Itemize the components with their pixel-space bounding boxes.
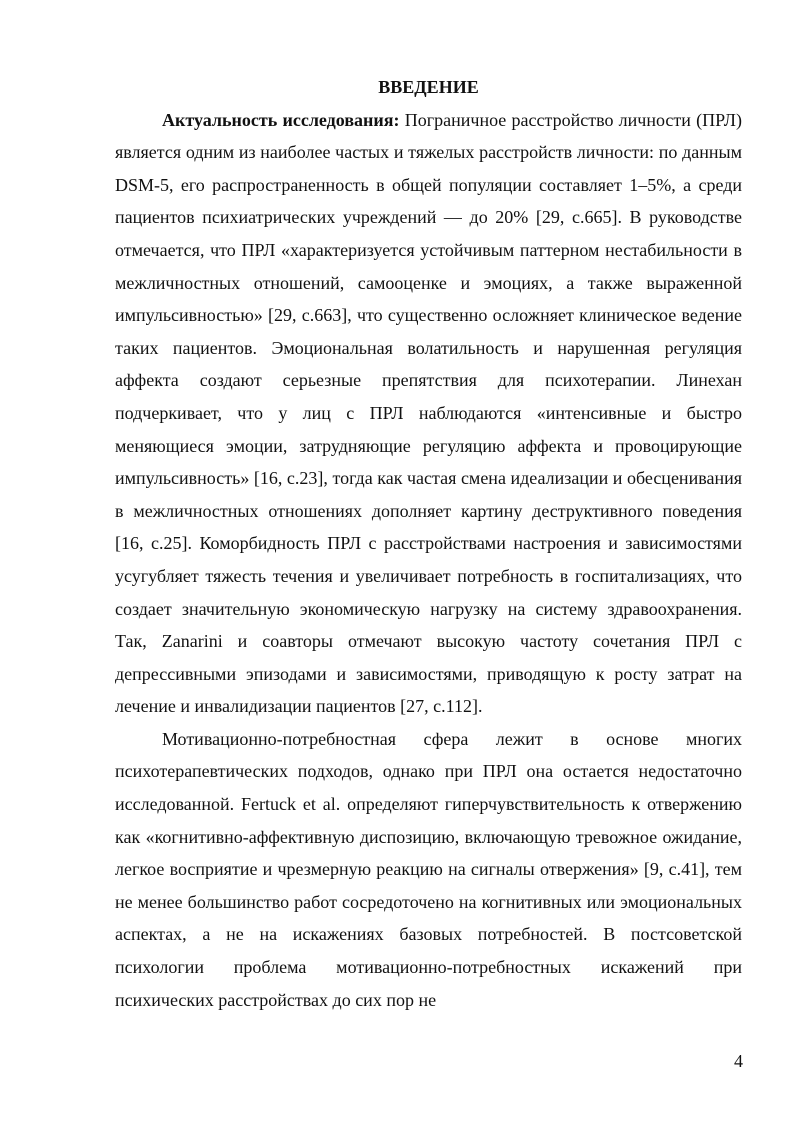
paragraph-lead: Актуальность исследования:	[162, 109, 400, 130]
paragraph-text: Пограничное расстройство личности (ПРЛ) является одним из наиболее частых и тяжелых расстройств личности: по данным DSM-5, его распространенность в общей популяции составляет 1–5%, а среди пациентов психиатрических учреждений — до 20% [29, с.665]. В руководстве отмечается, что ПРЛ «характеризуется устойчивым паттерном нестабильности в межличностных отношений, самооценке и эмоциях, а также выраженной импульсивностью» [29, с.663], что существенно осложняет клиническое ведение таких пациентов. Эмоциональная волатильность и нарушенная регуляция аффекта создают серьезные препятствия для психотерапии. Линехан подчеркивает, что у лиц с ПРЛ наблюдаются «интенсивные и быстро меняющиеся эмоции, затрудняющие регуляцию аффекта и провоцирующие импульсивность» [16, с.23], тогда как частая смена идеализации и обесценивания в межличностных отношениях дополняет картину деструктивного поведения [16, с.25]. Коморбидность ПРЛ с расстройствами настроения и зависимостями усугубляет тяжесть течения и увеличивает потребность в госпитализациях, что создает значительную экономическую нагрузку на систему здравоохранения. Так, Zanarini и соавторы отмечают высокую частоту сочетания ПРЛ с депрессивными эпизодами и зависимостями, приводящую к росту затрат на лечение и инвалидизации пациентов [27, с.112].	[115, 109, 742, 717]
page-number: 4	[734, 1051, 743, 1071]
section-heading: ВВЕДЕНИЕ	[378, 77, 479, 97]
paragraph-relevance	[115, 104, 742, 723]
page-content	[115, 71, 742, 1016]
paragraph-motivation: Мотивационно-потребностная сфера лежит в основе многих психотерапевтических подходов, однако при ПРЛ она остается недостаточно исследованной. Fertuck et al. определяют гиперчувствительность к отвержению как «когнитивно-аффективную диспозицию, включающую тревожное ожидание, легкое восприятие и чрезмерную реакцию на сигналы отвержения» [9, с.41], тем не менее большинство работ сосредоточено на когнитивных или эмоциональных аспектах, а не на искажениях базовых потребностей. В постсоветской психологии проблема мотивационно-потребностных искажений при психических расстройствах до сих пор не	[115, 728, 742, 1010]
